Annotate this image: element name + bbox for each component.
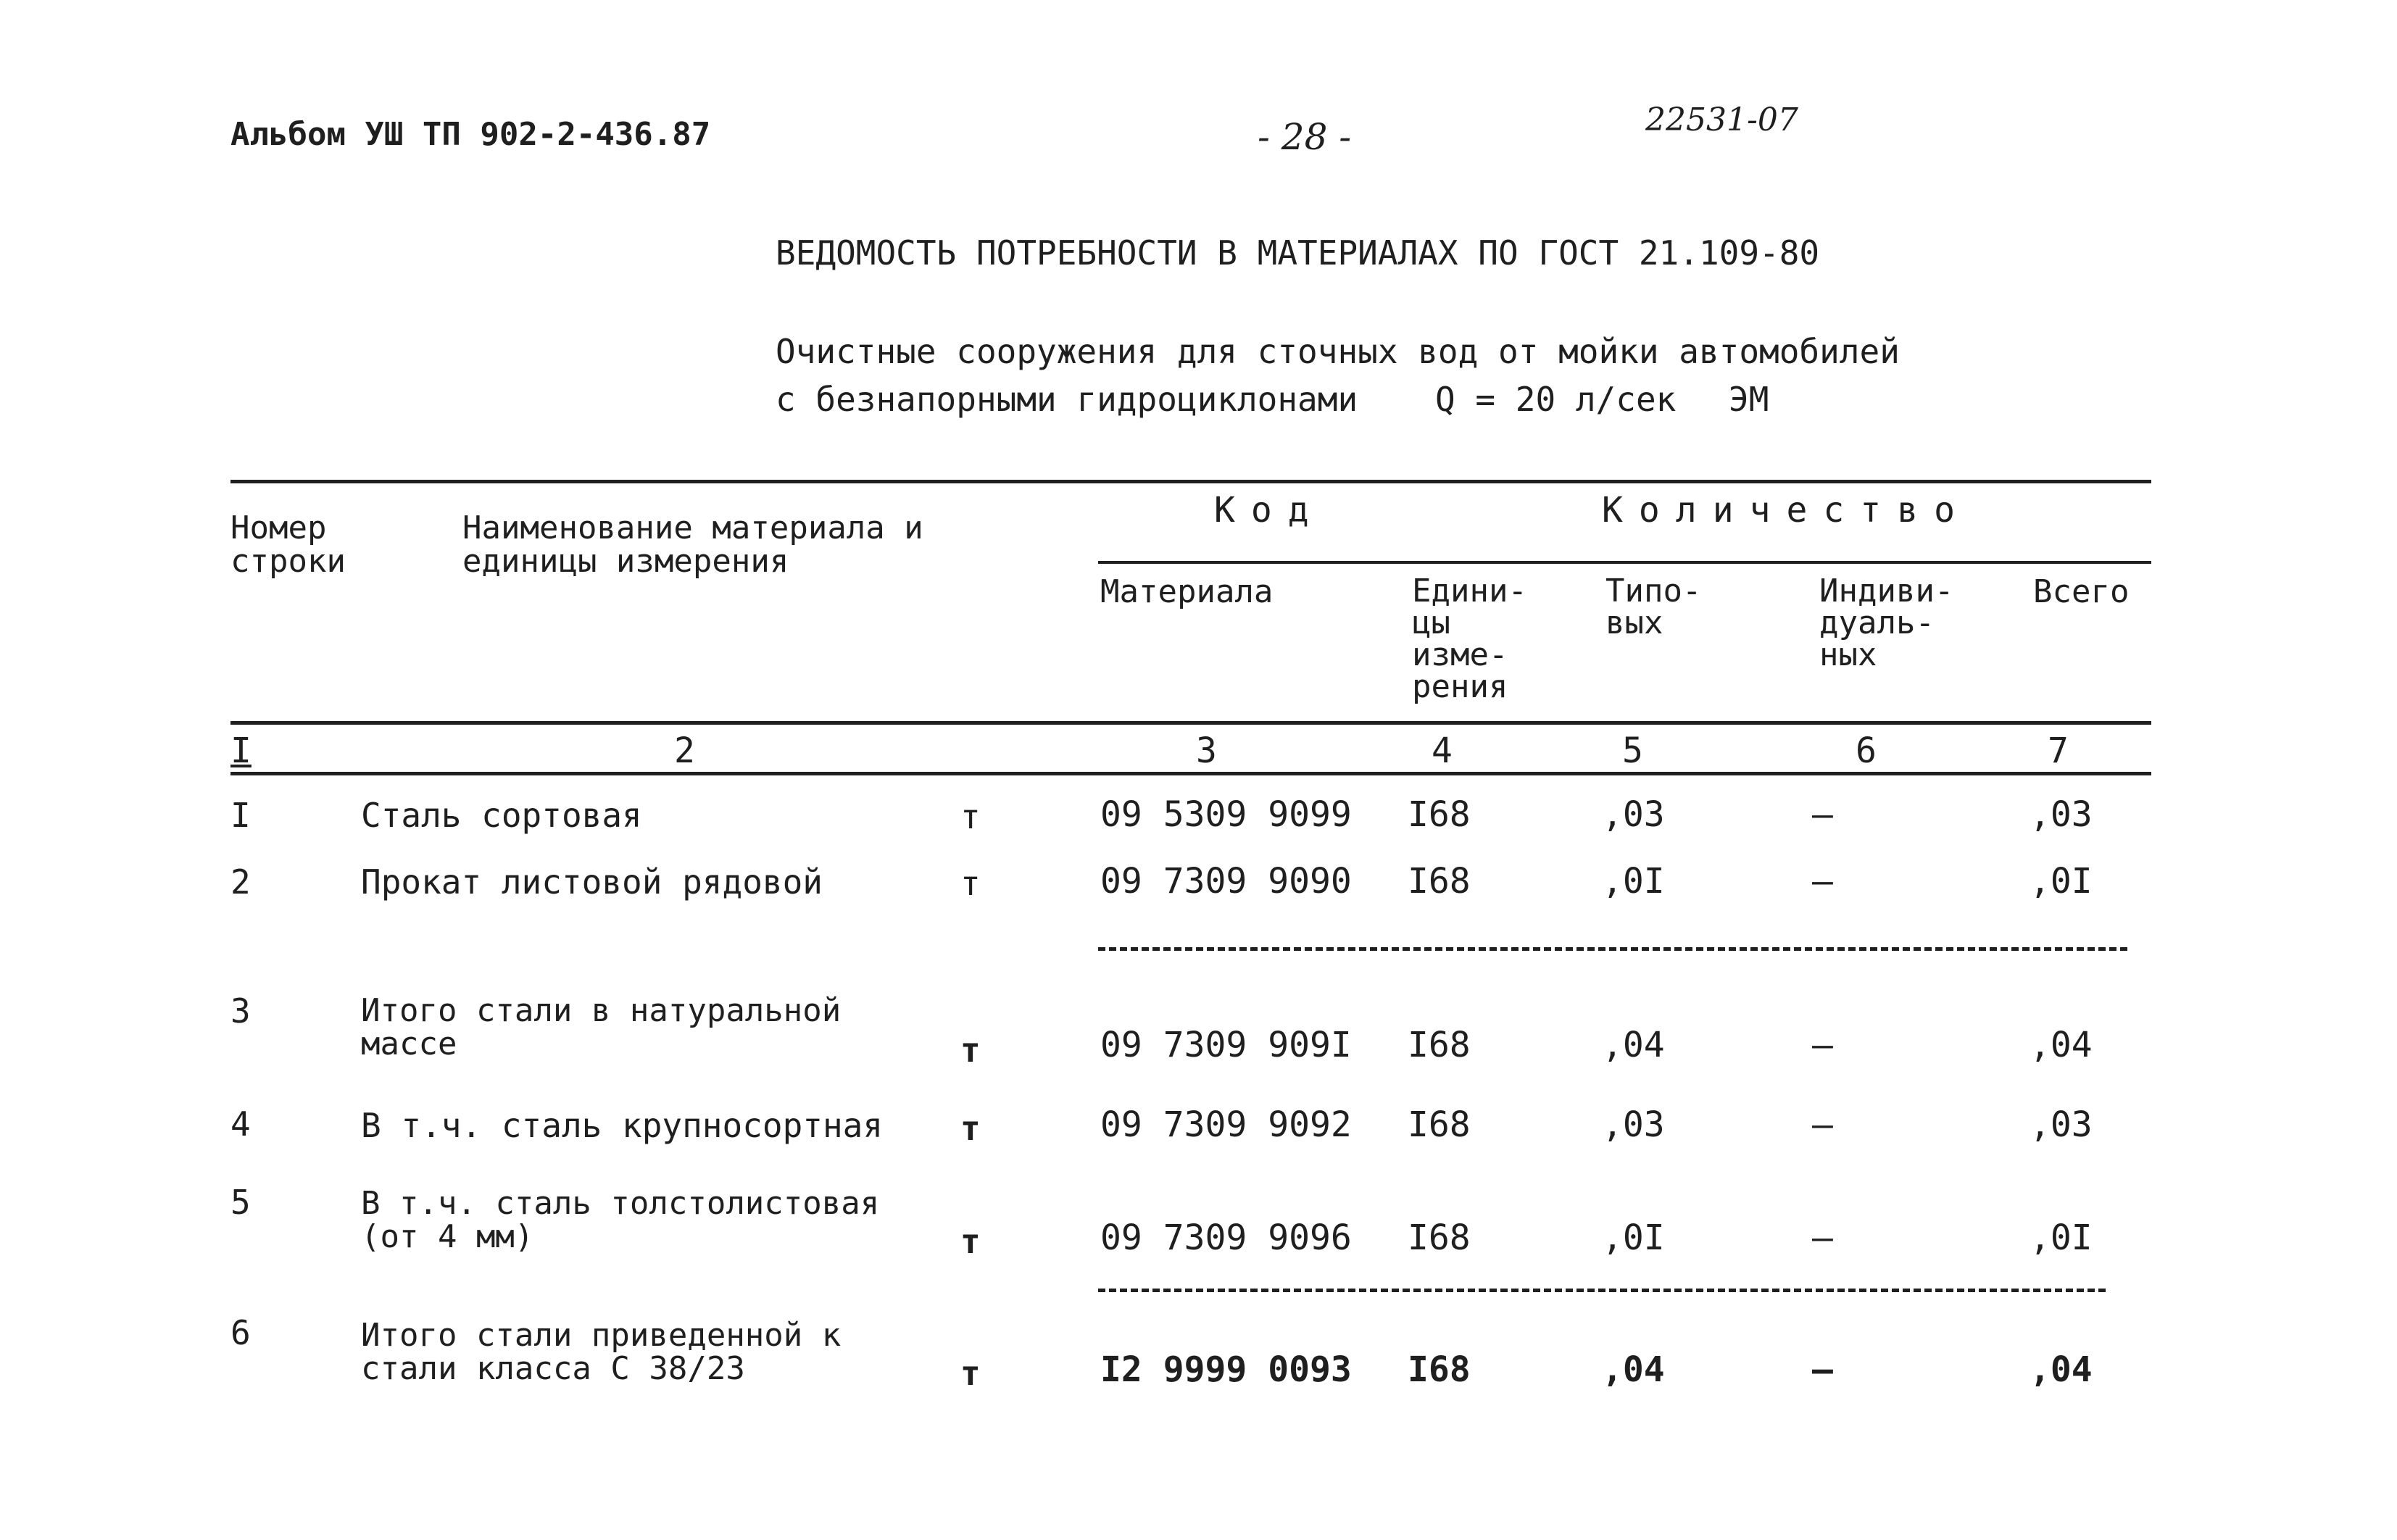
row-5-typical: ,0I [1602, 1218, 1665, 1258]
row-6-number: 6 [230, 1313, 251, 1352]
header-bottom-rule [230, 721, 2151, 725]
dashed-separator-2 [1098, 1289, 2106, 1292]
row-4-material-code: 09 7309 9092 [1100, 1104, 1352, 1145]
row-6-unit: т [960, 1354, 981, 1393]
row-2-unit-code: I68 [1408, 861, 1471, 902]
column-number-rule [230, 772, 2151, 775]
row-1-unit-code: I68 [1408, 794, 1471, 835]
subtitle-line-1: Очистные сооружения для сточных вод от мойки автомобилей [776, 332, 1900, 371]
header-material-code: Материала [1100, 573, 1274, 610]
row-4-name: В т.ч. сталь крупносортная [361, 1106, 884, 1145]
row-2-total: ,0I [2030, 861, 2093, 902]
dashed-separator-1 [1098, 947, 2127, 951]
row-1-name: Сталь сортовая [361, 796, 642, 835]
row-2-number: 2 [230, 862, 251, 902]
row-3-unit-code: I68 [1408, 1025, 1471, 1065]
header-material-name: Наименование материала и единицы измерения [462, 509, 923, 580]
group-header-rule [1098, 561, 2151, 564]
subtitle-line-2: с безнапорными гидроциклонами [776, 380, 1358, 419]
row-3-material-code: 09 7309 909I [1100, 1025, 1352, 1065]
page-number: - 28 - [1258, 116, 1352, 158]
row-3-unit: т [960, 1031, 981, 1070]
row-2-unit: т [960, 864, 981, 903]
row-3-total: ,04 [2030, 1025, 2093, 1065]
col-number-5: 5 [1622, 731, 1643, 771]
header-individual: Индиви- дуаль- ных [1819, 573, 1954, 673]
row-6-individual: – [1812, 1349, 1833, 1390]
row-6-name: Итого стали приведенной к стали класса С 38/23 [361, 1317, 842, 1387]
row-4-number: 4 [230, 1104, 251, 1144]
album-designation: Альбом УШ ТП 902-2-436.87 [230, 116, 711, 153]
row-3-name: Итого стали в натуральной массе [361, 992, 842, 1062]
row-1-total: ,03 [2030, 794, 2093, 835]
row-5-total: ,0I [2030, 1218, 2093, 1258]
col-number-7: 7 [2048, 731, 2069, 771]
header-typical: Типо- вых [1605, 573, 1702, 641]
row-5-material-code: 09 7309 9096 [1100, 1218, 1352, 1258]
row-5-unit: т [960, 1222, 981, 1261]
row-1-typical: ,03 [1602, 794, 1665, 835]
row-1-unit: т [960, 797, 981, 836]
col-number-2: 2 [674, 731, 695, 771]
table-top-rule [230, 480, 2151, 483]
row-5-number: 5 [230, 1183, 251, 1222]
col-number-6: 6 [1856, 731, 1877, 771]
row-5-name: В т.ч. сталь толстолистовая (от 4 мм) [361, 1185, 880, 1255]
header-code-group: Код [1214, 490, 1325, 530]
row-4-total: ,03 [2030, 1104, 2093, 1145]
section-code: ЭМ [1729, 380, 1769, 419]
row-2-individual: – [1812, 861, 1833, 902]
row-6-unit-code: I68 [1408, 1349, 1471, 1390]
row-5-unit-code: I68 [1408, 1218, 1471, 1258]
row-5-individual: – [1812, 1218, 1833, 1258]
row-1-number: I [230, 796, 251, 835]
col-number-3: 3 [1196, 731, 1217, 771]
document-title: ВЕДОМОСТЬ ПОТРЕБНОСТИ В МАТЕРИАЛАХ ПО ГОСТ 21.109-80 [776, 233, 1820, 272]
header-quantity-group: Количество [1602, 490, 1971, 530]
row-2-name: Прокат листовой рядовой [361, 862, 823, 902]
col-number-4: 4 [1432, 731, 1453, 771]
flow-rate: Q = 20 л/сек [1435, 380, 1677, 419]
row-6-typical: ,04 [1602, 1349, 1665, 1390]
handwritten-stamp: 22531-07 [1645, 101, 1798, 138]
header-row-number: Номер строки [230, 509, 346, 580]
row-2-material-code: 09 7309 9090 [1100, 861, 1352, 902]
row-2-typical: ,0I [1602, 861, 1665, 902]
row-4-unit-code: I68 [1408, 1104, 1471, 1145]
row-1-material-code: 09 5309 9099 [1100, 794, 1352, 835]
header-unit-code: Едини- цы изме- рения [1412, 573, 1527, 705]
col-number-1: I [230, 731, 252, 771]
row-3-typical: ,04 [1602, 1025, 1665, 1065]
row-6-material-code: I2 9999 0093 [1100, 1349, 1352, 1390]
row-6-total: ,04 [2030, 1349, 2093, 1390]
row-4-unit: т [960, 1109, 981, 1148]
row-3-individual: – [1812, 1025, 1833, 1065]
row-3-number: 3 [230, 991, 251, 1031]
row-4-typical: ,03 [1602, 1104, 1665, 1145]
header-total: Всего [2033, 573, 2130, 610]
row-1-individual: – [1812, 794, 1833, 835]
row-4-individual: – [1812, 1104, 1833, 1145]
